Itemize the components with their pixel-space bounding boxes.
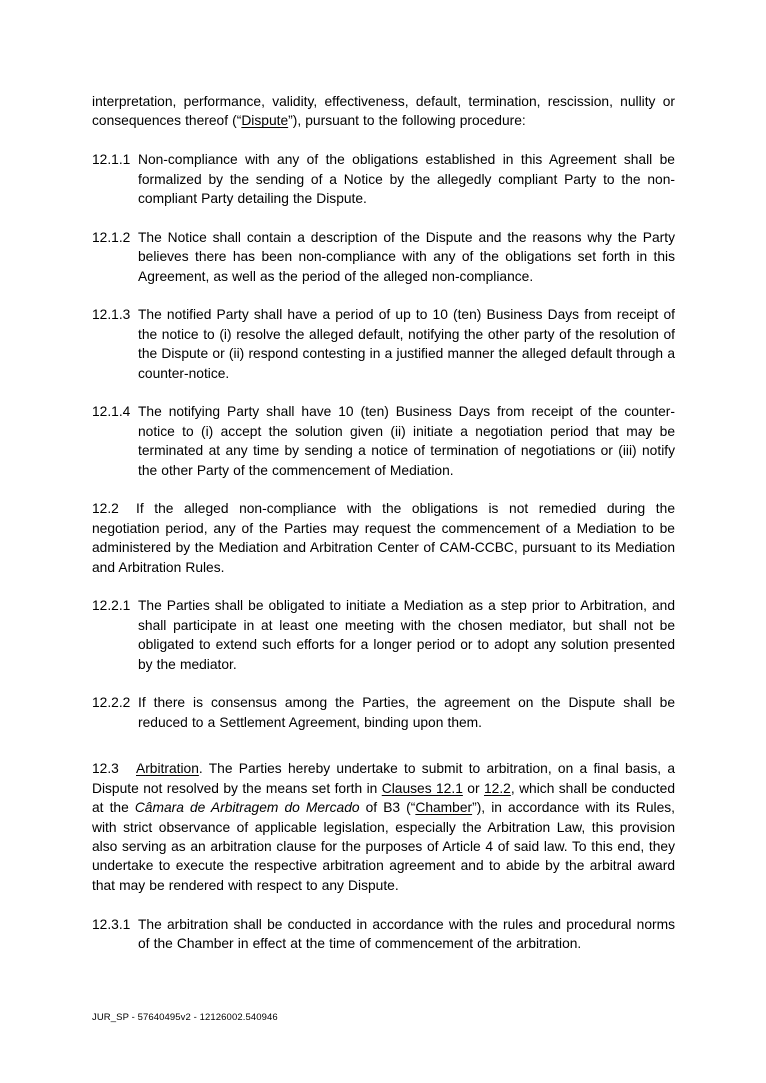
clause-text: If the alleged non-compliance with the obligations is not remedied during the negotiation period, any of the Parties may request the commencement of a Mediation to be administered by the Mediation and Arbitration Center of CAM-CCBC, pursuant to its Mediation and Arbitration Rules. <box>92 501 675 575</box>
document-body <box>92 92 675 973</box>
term-arbitration-heading: Arbitration <box>136 761 199 777</box>
clause-12-1-4 <box>92 402 675 480</box>
clause-number: 12.2.2 <box>92 695 131 711</box>
intro-text-before: interpretation, performance, validity, effectiveness, default, termination, rescission, nullity or consequences thereof (“ <box>92 94 675 129</box>
clause-number: 12.3 <box>92 761 119 777</box>
clause-text: The notifying Party shall have 10 (ten) Business Days from receipt of the counter-notice to (i) accept the solution given (ii) initiate a negotiation period that may be terminated at any time by sending a notice of termination of negotiations or (iii) notify the other Party of the commencement of Mediation. <box>138 404 675 478</box>
clause-number: 12.1.1 <box>92 152 131 168</box>
clause-text: If there is consensus among the Parties, the agreement on the Dispute shall be reduced to a Settlement Agreement, binding upon them. <box>138 695 675 730</box>
clause-text: . The Parties hereby undertake to submit to arbitration, on a final basis, a Dispute not resolved by the means set forth in <box>92 761 675 796</box>
clause-12-2 <box>92 499 675 577</box>
clause-text: The arbitration shall be conducted in accordance with the rules and procedural norms of the Chamber in effect at the time of commencement of the arbitration. <box>138 916 675 951</box>
clause-number: 12.1.2 <box>92 229 131 245</box>
clause-text: The Parties shall be obligated to initiate a Mediation as a step prior to Arbitration, and shall participate in at least one meeting with the chosen mediator, but shall not be obligated to extend such efforts for a longer period or to adopt any solution presented by the mediator. <box>138 598 675 672</box>
cross-reference-clause-12-2: 12.2 <box>483 780 511 796</box>
clause-number: 12.2 <box>92 501 119 517</box>
clause-number: 12.2.1 <box>92 598 131 614</box>
clause-text: Non-compliance with any of the obligations established in this Agreement shall be formalized by the sending of a Notice by the allegedly compliant Party to the non-compliant Party detailing the Dispute. <box>138 152 675 207</box>
clause-12-1-3 <box>92 305 675 383</box>
clause-number: 12.1.3 <box>92 307 131 323</box>
clause-text: The Notice shall contain a description of the Dispute and the reasons why the Party believes there has been non-compliance with any of the obligations set forth in this Agreement, as well as the period of the alleged non-compliance. <box>138 229 675 284</box>
defined-term-chamber: Chamber <box>415 800 473 816</box>
clause-12-1-1 <box>92 150 675 208</box>
clause-text: of B3 (“ <box>359 800 416 816</box>
clause-12-1-2 <box>92 228 675 286</box>
defined-term-dispute: Dispute <box>241 113 289 129</box>
cross-reference-clauses-12-1: Clauses 12.1 <box>381 780 463 796</box>
clause-number: 12.3.1 <box>92 916 131 932</box>
foreign-phrase-camara-de-arbitragem: Câmara de Arbitragem do Mercado <box>134 800 360 816</box>
clause-text: or <box>462 780 484 796</box>
clause-text: ”), in accordance with its Rules, with strict observance of applicable legislation, especially the Arbitration Law, this provision also serving as an arbitration clause for the purposes of Article 4 of said law. To this end, they undertake to execute the respective arbitration agreement and to abide by the arbitral award that may be rendered with respect to any Dispute. <box>92 800 676 893</box>
clause-12-3 <box>92 759 675 895</box>
document-id-footer: JUR_SP - 57640495v2 - 12126002.540946 <box>92 1012 278 1023</box>
clause-12-3-1 <box>92 915 675 954</box>
clause-number: 12.1.4 <box>92 404 131 420</box>
clause-text: , which shall be conducted at the <box>92 780 675 816</box>
clause-text: The notified Party shall have a period of up to 10 (ten) Business Days from receipt of the notice to (i) resolve the alleged default, notifying the other party of the resolution of the Dispute or (ii) respond contesting in a justified manner the alleged default through a counter-notice. <box>138 307 675 381</box>
clause-12-2-2 <box>92 693 675 732</box>
intro-paragraph <box>92 92 675 131</box>
intro-text-after: ”), pursuant to the following procedure: <box>288 113 526 129</box>
clause-12-2-1 <box>92 596 675 674</box>
